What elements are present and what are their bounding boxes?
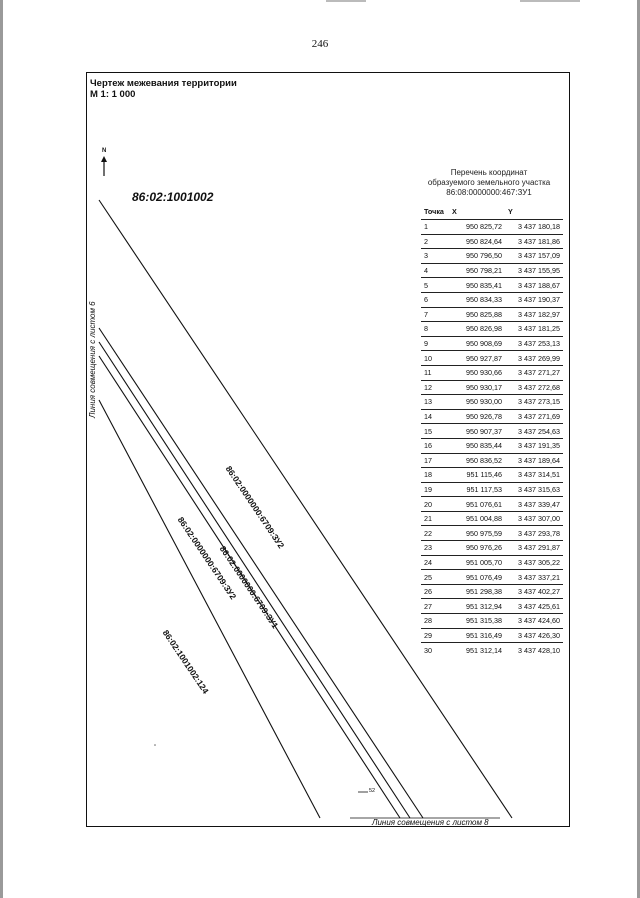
header-y: Y <box>508 206 513 216</box>
point-number-cell: 26 <box>421 584 449 599</box>
x-coordinate-cell: 950 796,50 <box>449 249 505 264</box>
page-number: 246 <box>311 38 329 50</box>
y-coordinate-cell: 3 437 337,21 <box>505 570 563 585</box>
y-coordinate-cell: 3 437 188,67 <box>505 278 563 293</box>
y-coordinate-cell: 3 437 190,37 <box>505 292 563 307</box>
x-coordinate-cell: 951 117,53 <box>449 482 505 497</box>
y-coordinate-cell: 3 437 180,18 <box>505 220 563 235</box>
cadastral-block-label: 86:02:1001002 <box>132 190 214 204</box>
x-coordinate-cell: 950 926,78 <box>449 409 505 424</box>
x-coordinate-cell: 951 312,94 <box>449 599 505 614</box>
x-coordinate-cell: 950 930,00 <box>449 395 505 410</box>
x-coordinate-cell: 950 908,69 <box>449 336 505 351</box>
y-coordinate-cell: 3 437 253,13 <box>505 336 563 351</box>
point-number-cell: 9 <box>421 336 449 351</box>
table-row <box>421 541 563 556</box>
x-coordinate-cell: 951 316,49 <box>449 628 505 643</box>
table-row <box>421 234 563 249</box>
y-coordinate-cell: 3 437 155,95 <box>505 263 563 278</box>
table-row <box>421 511 563 526</box>
y-coordinate-cell: 3 437 182,97 <box>505 307 563 322</box>
table-row <box>421 395 563 410</box>
x-coordinate-cell: 951 115,46 <box>449 468 505 483</box>
table-row <box>421 220 563 235</box>
point-number-cell: 28 <box>421 614 449 629</box>
parcel-label-zu2-lower: 86:02:0000000:6709:ЗУ2 <box>175 515 239 602</box>
x-coordinate-cell: 951 076,49 <box>449 570 505 585</box>
table-row <box>421 555 563 570</box>
caption-line: Перечень координат <box>450 168 528 177</box>
table-row <box>421 263 563 278</box>
parcel-boundary-line <box>99 342 410 818</box>
point-number-cell: 20 <box>421 497 449 512</box>
point-number-cell: 13 <box>421 395 449 410</box>
x-coordinate-cell: 950 975,59 <box>449 526 505 541</box>
point-number-cell: 8 <box>421 322 449 337</box>
table-row <box>421 365 563 380</box>
y-coordinate-cell: 3 437 254,63 <box>505 424 563 439</box>
point-number-cell: 10 <box>421 351 449 366</box>
y-coordinate-cell: 3 437 272,68 <box>505 380 563 395</box>
table-row <box>421 584 563 599</box>
coord-table-caption <box>404 168 574 198</box>
y-coordinate-cell: 3 437 181,25 <box>505 322 563 337</box>
x-coordinate-cell: 950 834,33 <box>449 292 505 307</box>
point-number-cell: 4 <box>421 263 449 278</box>
point-number-cell: 6 <box>421 292 449 307</box>
table-row <box>421 336 563 351</box>
scan-speck <box>154 744 156 746</box>
y-coordinate-cell: 3 437 314,51 <box>505 468 563 483</box>
x-coordinate-cell: 951 005,70 <box>449 555 505 570</box>
point-number-cell: 1 <box>421 220 449 235</box>
point-number-cell: 29 <box>421 628 449 643</box>
caption-line: образуемого земельного участка <box>427 178 551 187</box>
table-row <box>421 570 563 585</box>
table-row <box>421 526 563 541</box>
point-number-cell: 23 <box>421 541 449 556</box>
point-number-cell: 18 <box>421 468 449 483</box>
point-number-cell: 15 <box>421 424 449 439</box>
x-coordinate-cell: 950 835,44 <box>449 438 505 453</box>
point-number-cell: 27 <box>421 599 449 614</box>
table-row <box>421 292 563 307</box>
table-row <box>421 614 563 629</box>
point-number-cell: 30 <box>421 643 449 657</box>
y-coordinate-cell: 3 437 315,63 <box>505 482 563 497</box>
y-coordinate-cell: 3 437 271,69 <box>505 409 563 424</box>
x-coordinate-cell: 950 835,41 <box>449 278 505 293</box>
y-coordinate-cell: 3 437 424,60 <box>505 614 563 629</box>
x-coordinate-cell: 951 312,14 <box>449 643 505 657</box>
x-coordinate-cell: 951 298,38 <box>449 584 505 599</box>
table-row <box>421 453 563 468</box>
x-coordinate-cell: 950 836,52 <box>449 453 505 468</box>
point-number-cell: 14 <box>421 409 449 424</box>
parcel-boundary-line <box>99 328 423 818</box>
table-header-row <box>421 203 563 220</box>
y-coordinate-cell: 3 437 271,27 <box>505 365 563 380</box>
x-coordinate-cell: 950 976,26 <box>449 541 505 556</box>
north-arrow-head-icon <box>101 156 107 162</box>
table-row <box>421 438 563 453</box>
table-row <box>421 380 563 395</box>
table-row <box>421 628 563 643</box>
y-coordinate-cell: 3 437 181,86 <box>505 234 563 249</box>
point-number-cell: 17 <box>421 453 449 468</box>
y-coordinate-cell: 3 437 426,30 <box>505 628 563 643</box>
table-row <box>421 278 563 293</box>
y-coordinate-cell: 3 437 428,10 <box>505 643 563 657</box>
y-coordinate-cell: 3 437 307,00 <box>505 511 563 526</box>
y-coordinate-cell: 3 437 425,61 <box>505 599 563 614</box>
point-number-cell: 3 <box>421 249 449 264</box>
header-x: X <box>452 206 457 216</box>
point-number-cell: 19 <box>421 482 449 497</box>
x-coordinate-cell: 951 076,61 <box>449 497 505 512</box>
x-coordinate-cell: 950 930,66 <box>449 365 505 380</box>
scale-line: М 1: 1 000 <box>90 89 136 100</box>
y-coordinate-cell: 3 437 305,22 <box>505 555 563 570</box>
y-coordinate-cell: 3 437 291,87 <box>505 541 563 556</box>
point-number-cell: 11 <box>421 365 449 380</box>
y-coordinate-cell: 3 437 191,35 <box>505 438 563 453</box>
table-row <box>421 599 563 614</box>
x-coordinate-cell: 950 825,72 <box>449 220 505 235</box>
x-coordinate-cell: 950 927,87 <box>449 351 505 366</box>
x-coordinate-cell: 951 004,88 <box>449 511 505 526</box>
match-line-label-bottom: Линия совмещения с листом 8 <box>372 818 489 827</box>
table-row <box>421 424 563 439</box>
x-coordinate-cell: 950 930,17 <box>449 380 505 395</box>
x-coordinate-cell: 950 907,37 <box>449 424 505 439</box>
match-line-label-left: Линия совмещения с листом 6 <box>88 301 97 418</box>
coord-table <box>421 203 563 657</box>
point-number-cell: 24 <box>421 555 449 570</box>
point-number-cell: 7 <box>421 307 449 322</box>
point-number-cell: 16 <box>421 438 449 453</box>
table-row <box>421 497 563 512</box>
header-point: Точка <box>424 206 444 216</box>
y-coordinate-cell: 3 437 339,47 <box>505 497 563 512</box>
y-coordinate-cell: 3 437 402,27 <box>505 584 563 599</box>
point-number-cell: 25 <box>421 570 449 585</box>
table-row <box>421 249 563 264</box>
title-line: Чертеж межевания территории <box>90 78 237 89</box>
parcel-label-zu2-upper: 86:02:0000000:6709:ЗУ2 <box>223 464 287 551</box>
y-coordinate-cell: 3 437 269,99 <box>505 351 563 366</box>
table-row <box>421 482 563 497</box>
x-coordinate-cell: 950 826,98 <box>449 322 505 337</box>
y-coordinate-cell: 3 437 189,64 <box>505 453 563 468</box>
north-label: N <box>102 148 107 154</box>
point-number-cell: 2 <box>421 234 449 249</box>
point-number-cell: 21 <box>421 511 449 526</box>
point-number-cell: 5 <box>421 278 449 293</box>
x-coordinate-cell: 950 824,64 <box>449 234 505 249</box>
point-label: 52 <box>369 788 376 794</box>
table-row <box>421 468 563 483</box>
y-coordinate-cell: 3 437 273,15 <box>505 395 563 410</box>
table-row <box>421 322 563 337</box>
point-number-cell: 22 <box>421 526 449 541</box>
caption-line: 86:08:0000000:467:ЗУ1 <box>446 188 532 197</box>
parcel-label-124: 86:02:1001002:124 <box>160 628 211 696</box>
table-row <box>421 351 563 366</box>
y-coordinate-cell: 3 437 157,09 <box>505 249 563 264</box>
y-coordinate-cell: 3 437 293,78 <box>505 526 563 541</box>
table-row <box>421 643 563 657</box>
parcel-label-zu1: 86:02:0000000:6709:ЗУ1 <box>217 544 281 631</box>
x-coordinate-cell: 950 825,88 <box>449 307 505 322</box>
x-coordinate-cell: 951 315,38 <box>449 614 505 629</box>
x-coordinate-cell: 950 798,21 <box>449 263 505 278</box>
table-row <box>421 307 563 322</box>
parcel-boundary-line <box>99 400 320 818</box>
point-number-cell: 12 <box>421 380 449 395</box>
table-row <box>421 409 563 424</box>
